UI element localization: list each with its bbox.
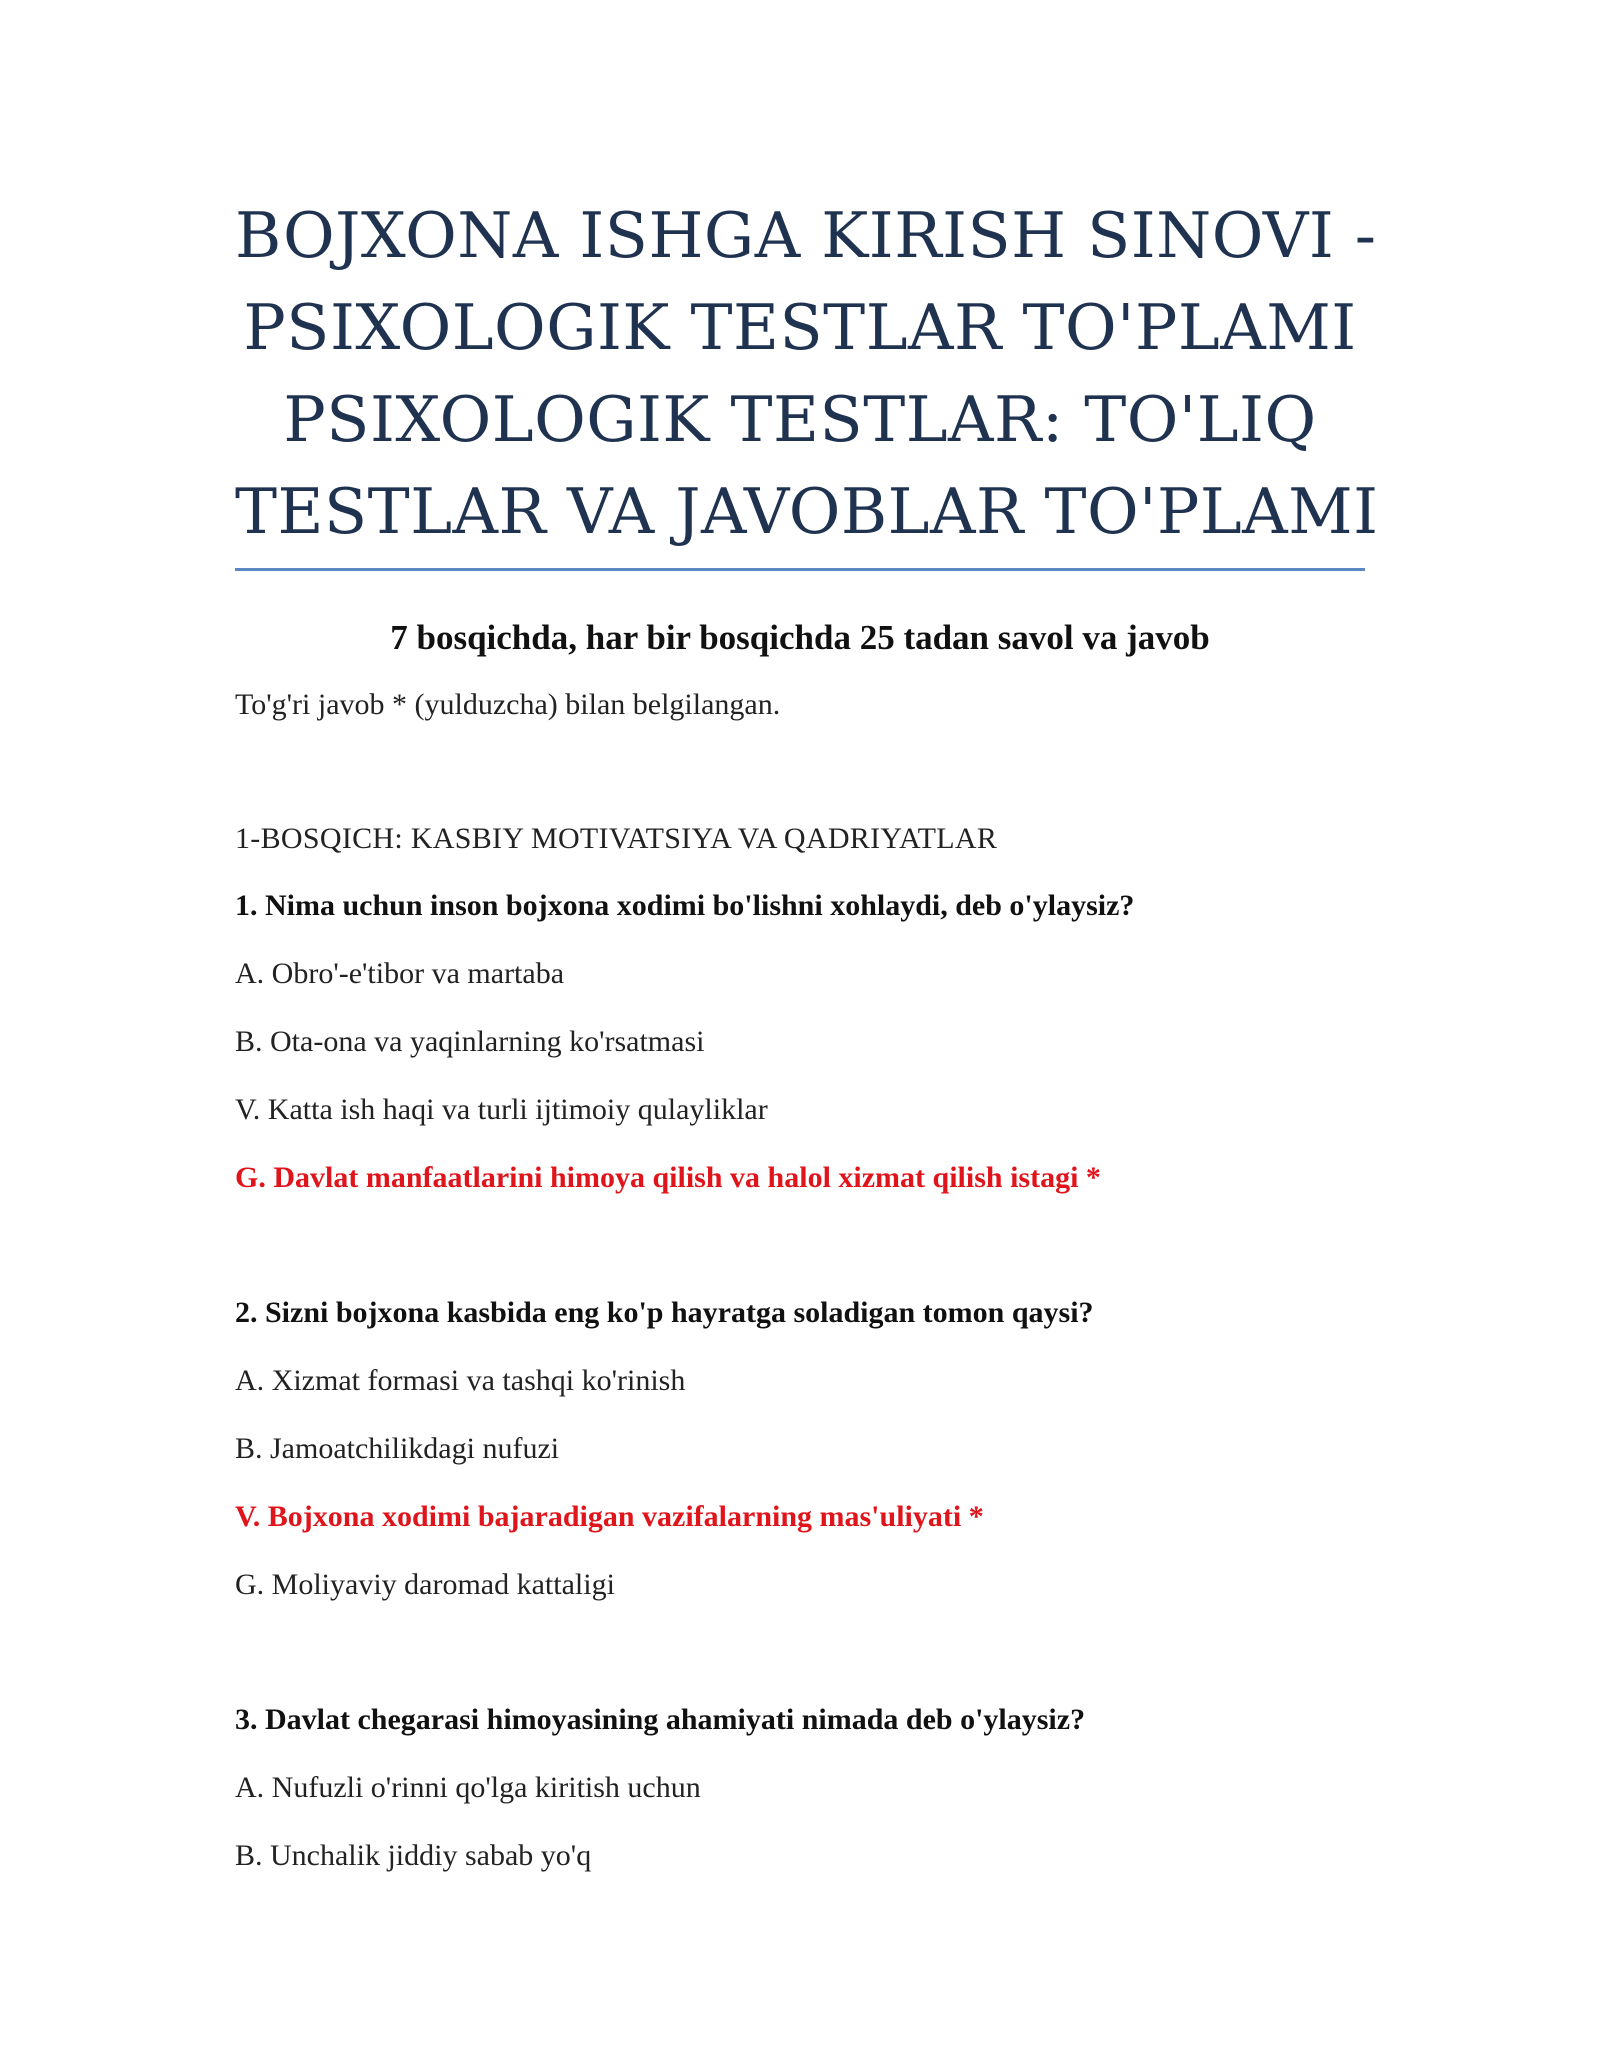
question-block (235, 1698, 1365, 1878)
question-text: 1. Nima uchun inson bojxona xodimi bo'lishni xohlaydi, deb o'ylaysiz? (235, 889, 1135, 922)
answer-option: G. Moliyaviy daromad kattaligi (235, 1568, 615, 1601)
question-text: 3. Davlat chegarasi himoyasining ahamiyati nimada deb o'ylaysiz? (235, 1703, 1086, 1736)
answer-option: A. Nufuzli o'rinni qo'lga kiritish uchun (235, 1771, 701, 1804)
answer-option: A. Xizmat formasi va tashqi ko'rinish (235, 1364, 686, 1397)
question-block (235, 1291, 1365, 1607)
title-line: PSIXOLOGIK TESTLAR TO'PLAMI (243, 291, 1357, 364)
answer-option: V. Katta ish haqi va turli ijtimoiy qulayliklar (235, 1093, 768, 1126)
correct-answer-option: G. Davlat manfaatlarini himoya qilish va halol xizmat qilish istagi * (235, 1161, 1101, 1194)
section-heading: 1-BOSQICH: KASBIY MOTIVATSIYA VA QADRIYATLAR (235, 822, 998, 855)
correct-answer-option: V. Bojxona xodimi bajaradigan vazifalarning mas'uliyati * (235, 1500, 984, 1533)
question-text: 2. Sizni bojxona kasbida eng ko'p hayratga soladigan tomon qaysi? (235, 1296, 1094, 1329)
document-subtitle: 7 bosqichda, har bir bosqichda 25 tadan savol va javob (390, 618, 1210, 657)
document-page (235, 190, 1379, 1878)
question-block (235, 884, 1365, 1200)
answer-option: A. Obro'-e'tibor va martaba (235, 957, 565, 990)
title-line: BOJXONA ISHGA KIRISH SINOVI - (235, 199, 1377, 272)
title-divider (235, 568, 1365, 571)
answer-option: B. Jamoatchilikdagi nufuzi (235, 1432, 560, 1465)
document-title (235, 190, 1379, 558)
title-line: PSIXOLOGIK TESTLAR: TO'LIQ (283, 383, 1317, 456)
title-line: TESTLAR VA JAVOBLAR TO'PLAMI (235, 475, 1379, 548)
answer-option: B. Ota-ona va yaqinlarning ko'rsatmasi (235, 1025, 705, 1058)
answer-option: B. Unchalik jiddiy sabab yo'q (235, 1839, 592, 1872)
answer-key-note: To'g'ri javob * (yulduzcha) bilan belgilangan. (235, 688, 781, 721)
